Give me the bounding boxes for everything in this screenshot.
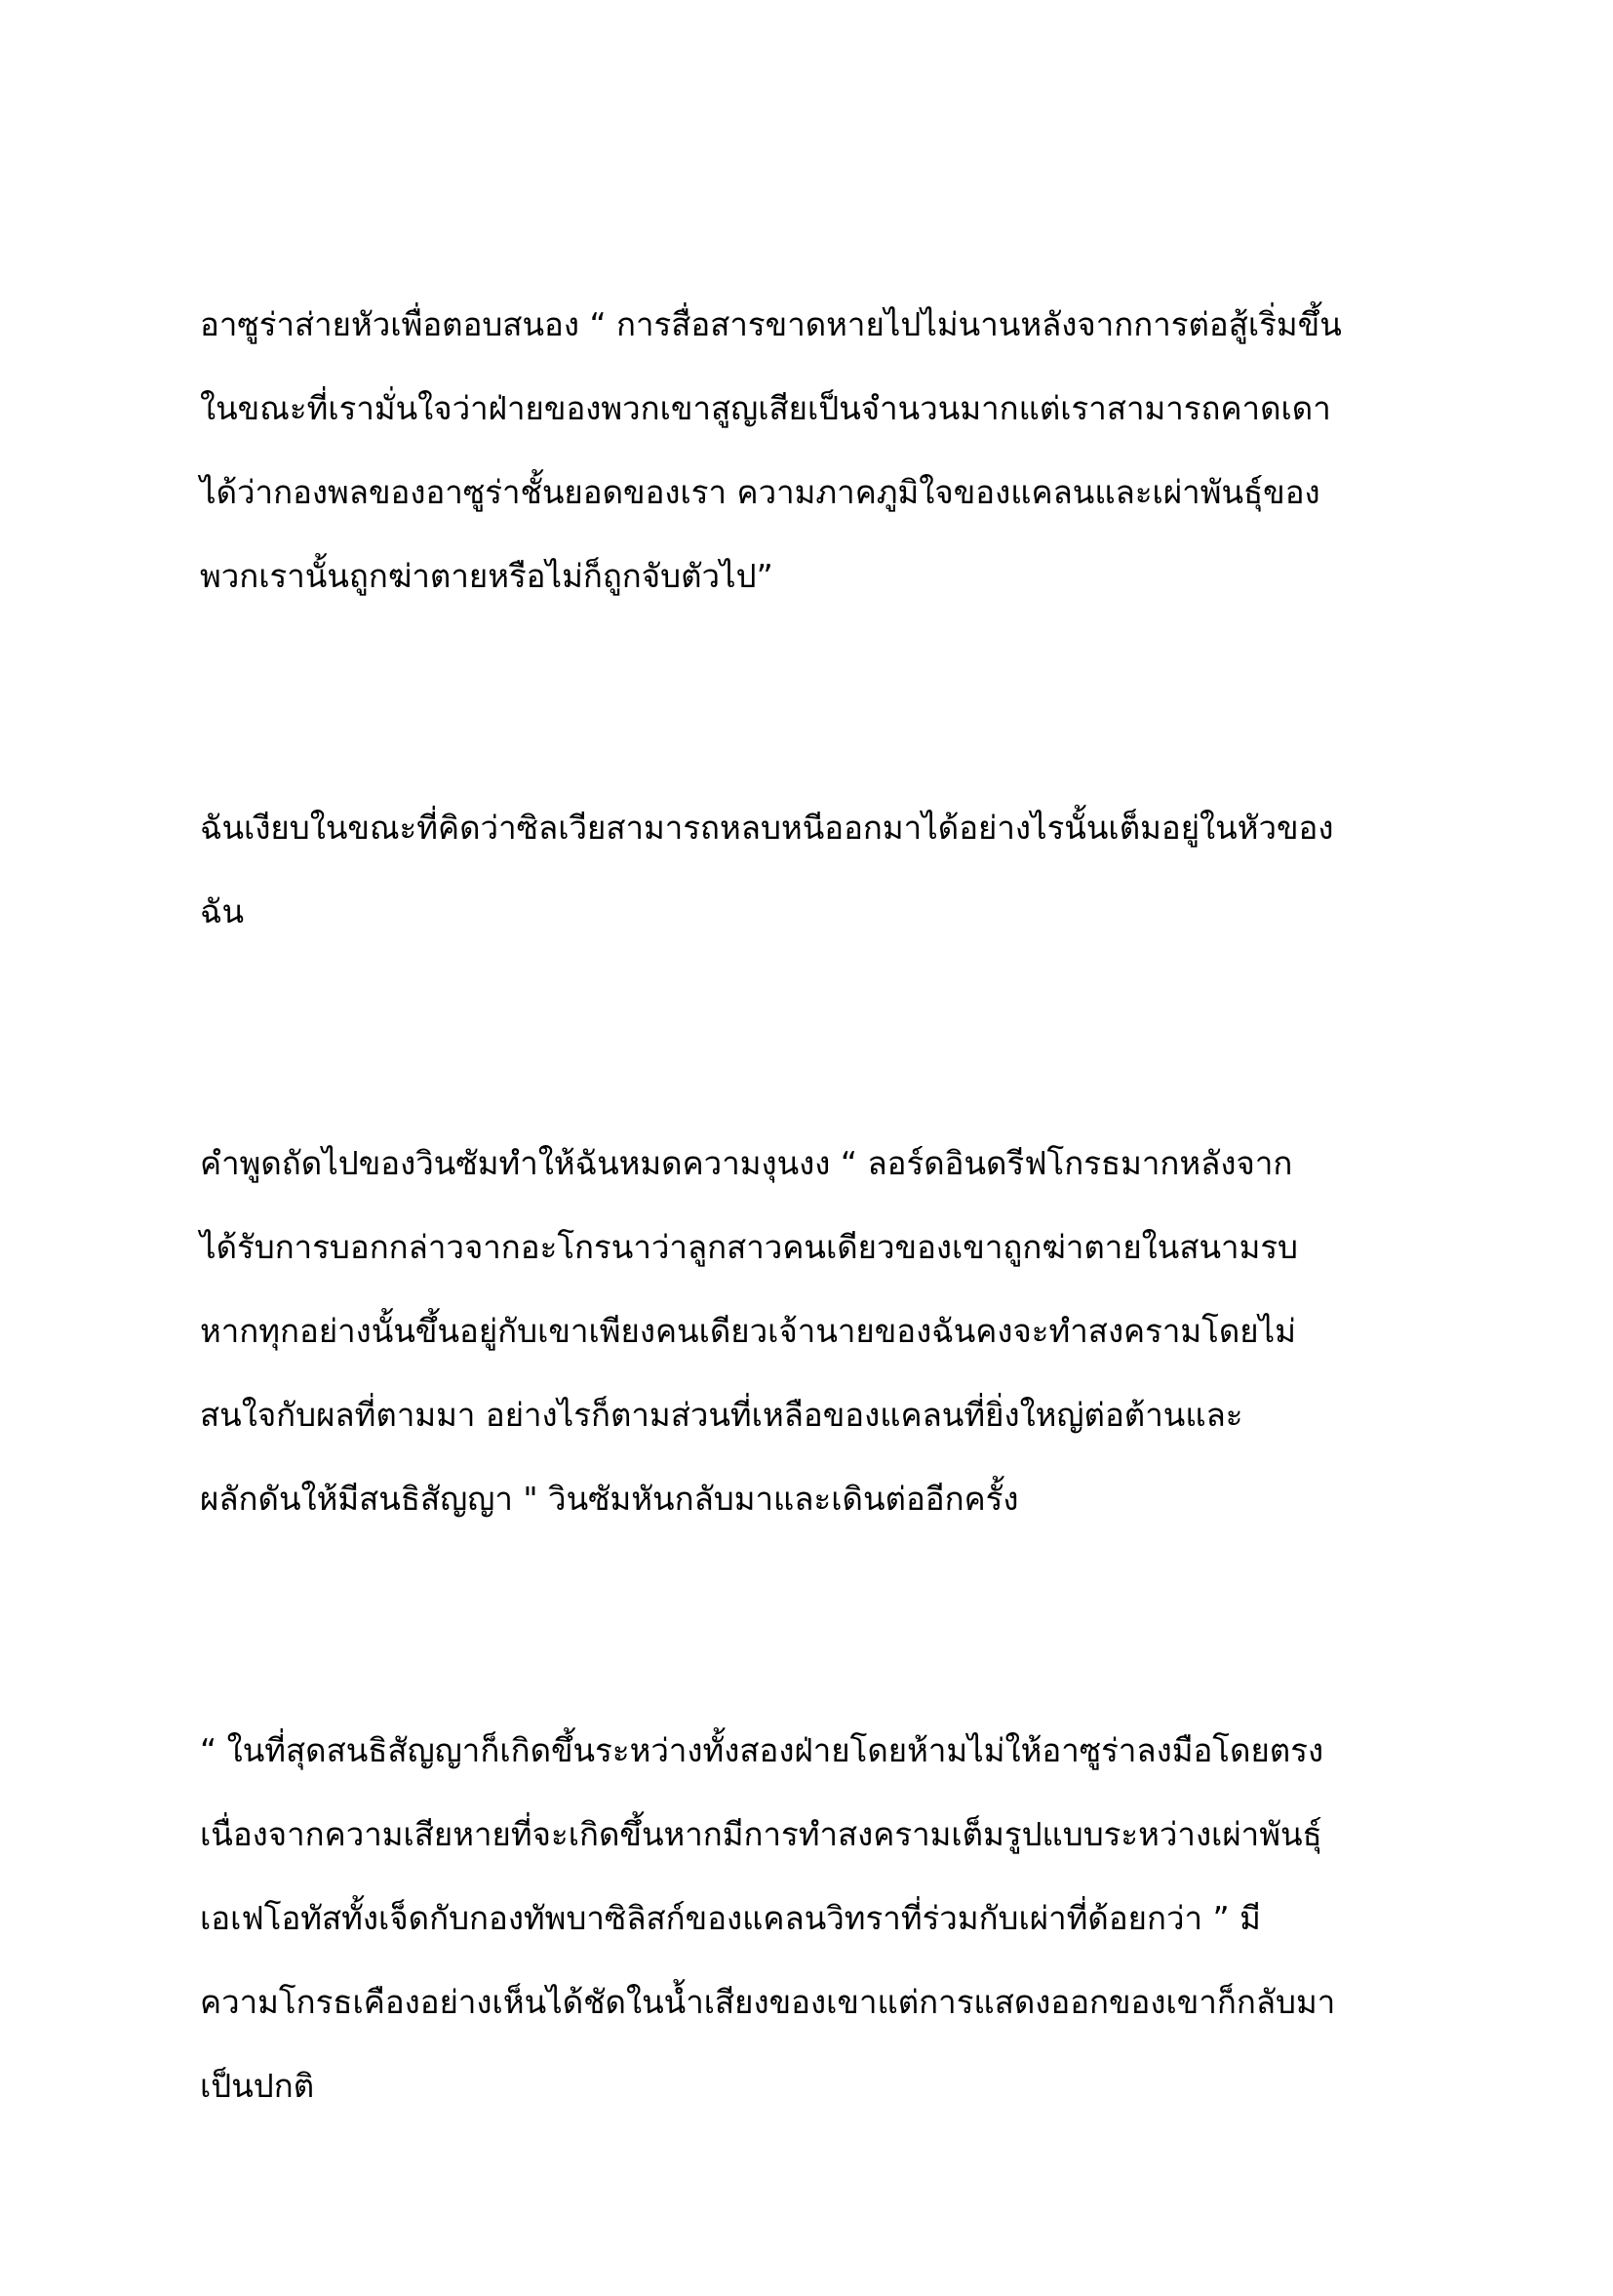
paragraph-3 bbox=[200, 1122, 1448, 1541]
paragraph-line: ผลักดันให้มีสนธิสัญญา " วินซัมหันกลับมาและเดินต่ออีกครั้ง bbox=[200, 1480, 1019, 1518]
paragraph-line: เป็นปกติ bbox=[200, 2067, 315, 2105]
paragraph-line: หากทุกอย่างนั้นขึ้นอยู่กับเขาเพียงคนเดียวเจ้านายของฉันคงจะทำสงครามโดยไม่ bbox=[200, 1312, 1296, 1350]
paragraph-line: คำพูดถัดไปของวินซัมทำให้ฉันหมดความงุนงง “ ลอร์ดอินดรีฟโกรธมากหลังจาก bbox=[200, 1144, 1293, 1182]
paragraph-line: “ ในที่สุดสนธิสัญญาก็เกิดขึ้นระหว่างทั้งสองฝ่ายโดยห้ามไม่ให้อาซูร่าลงมือโดยตรง bbox=[200, 1731, 1324, 1769]
paragraph-2 bbox=[200, 786, 1448, 954]
paragraph-line: เนื่องจากความเสียหายที่จะเกิดขึ้นหากมีการทำสงครามเต็มรูปแบบระหว่างเผ่าพันธุ์ bbox=[200, 1815, 1322, 1853]
paragraph-line: ฉันเงียบในขณะที่คิดว่าซิลเวียสามารถหลบหนีออกมาได้อย่างไรนั้นเต็มอยู่ในหัวของ bbox=[200, 809, 1334, 847]
paragraph-line: ฉัน bbox=[200, 892, 245, 930]
paragraph-1 bbox=[200, 283, 1448, 618]
document-body bbox=[200, 283, 1448, 2296]
paragraph-line: อาซูร่าส่ายหัวเพื่อตอบสนอง “ การสื่อสารขาดหายไปไม่นานหลังจากการต่อสู้เริ่มขึ้น bbox=[200, 305, 1342, 343]
paragraph-4 bbox=[200, 1709, 1448, 2128]
paragraph-line: ได้รับการบอกกล่าวจากอะโกรนาว่าลูกสาวคนเดียวของเขาถูกฆ่าตายในสนามรบ bbox=[200, 1228, 1298, 1266]
paragraph-line: สนใจกับผลที่ตามมา อย่างไรก็ตามส่วนที่เหลือของแคลนที่ยิ่งใหญ่ต่อต้านและ bbox=[200, 1396, 1243, 1434]
paragraph-line: ในขณะที่เรามั่นใจว่าฝ่ายของพวกเขาสูญเสียเป็นจำนวนมากแต่เราสามารถคาดเดา bbox=[200, 389, 1331, 427]
paragraph-line: ได้ว่ากองพลของอาซูร่าชั้นยอดของเรา ความภาคภูมิใจของแคลนและเผ่าพันธุ์ของ bbox=[200, 473, 1320, 511]
paragraph-line: ความโกรธเคืองอย่างเห็นได้ชัดในน้ำเสียงของเขาแต่การแสดงออกของเขาก็กลับมา bbox=[200, 1983, 1336, 2021]
paragraph-line: เอเฟโอทัสทั้งเจ็ดกับกองทัพบาซิลิสก์ของแคลนวิทราที่ร่วมกับเผ่าที่ด้อยกว่า ” มี bbox=[200, 1899, 1261, 1937]
paragraph-line: พวกเรานั้นถูกฆ่าตายหรือไม่ก็ถูกจับตัวไป” bbox=[200, 557, 773, 595]
